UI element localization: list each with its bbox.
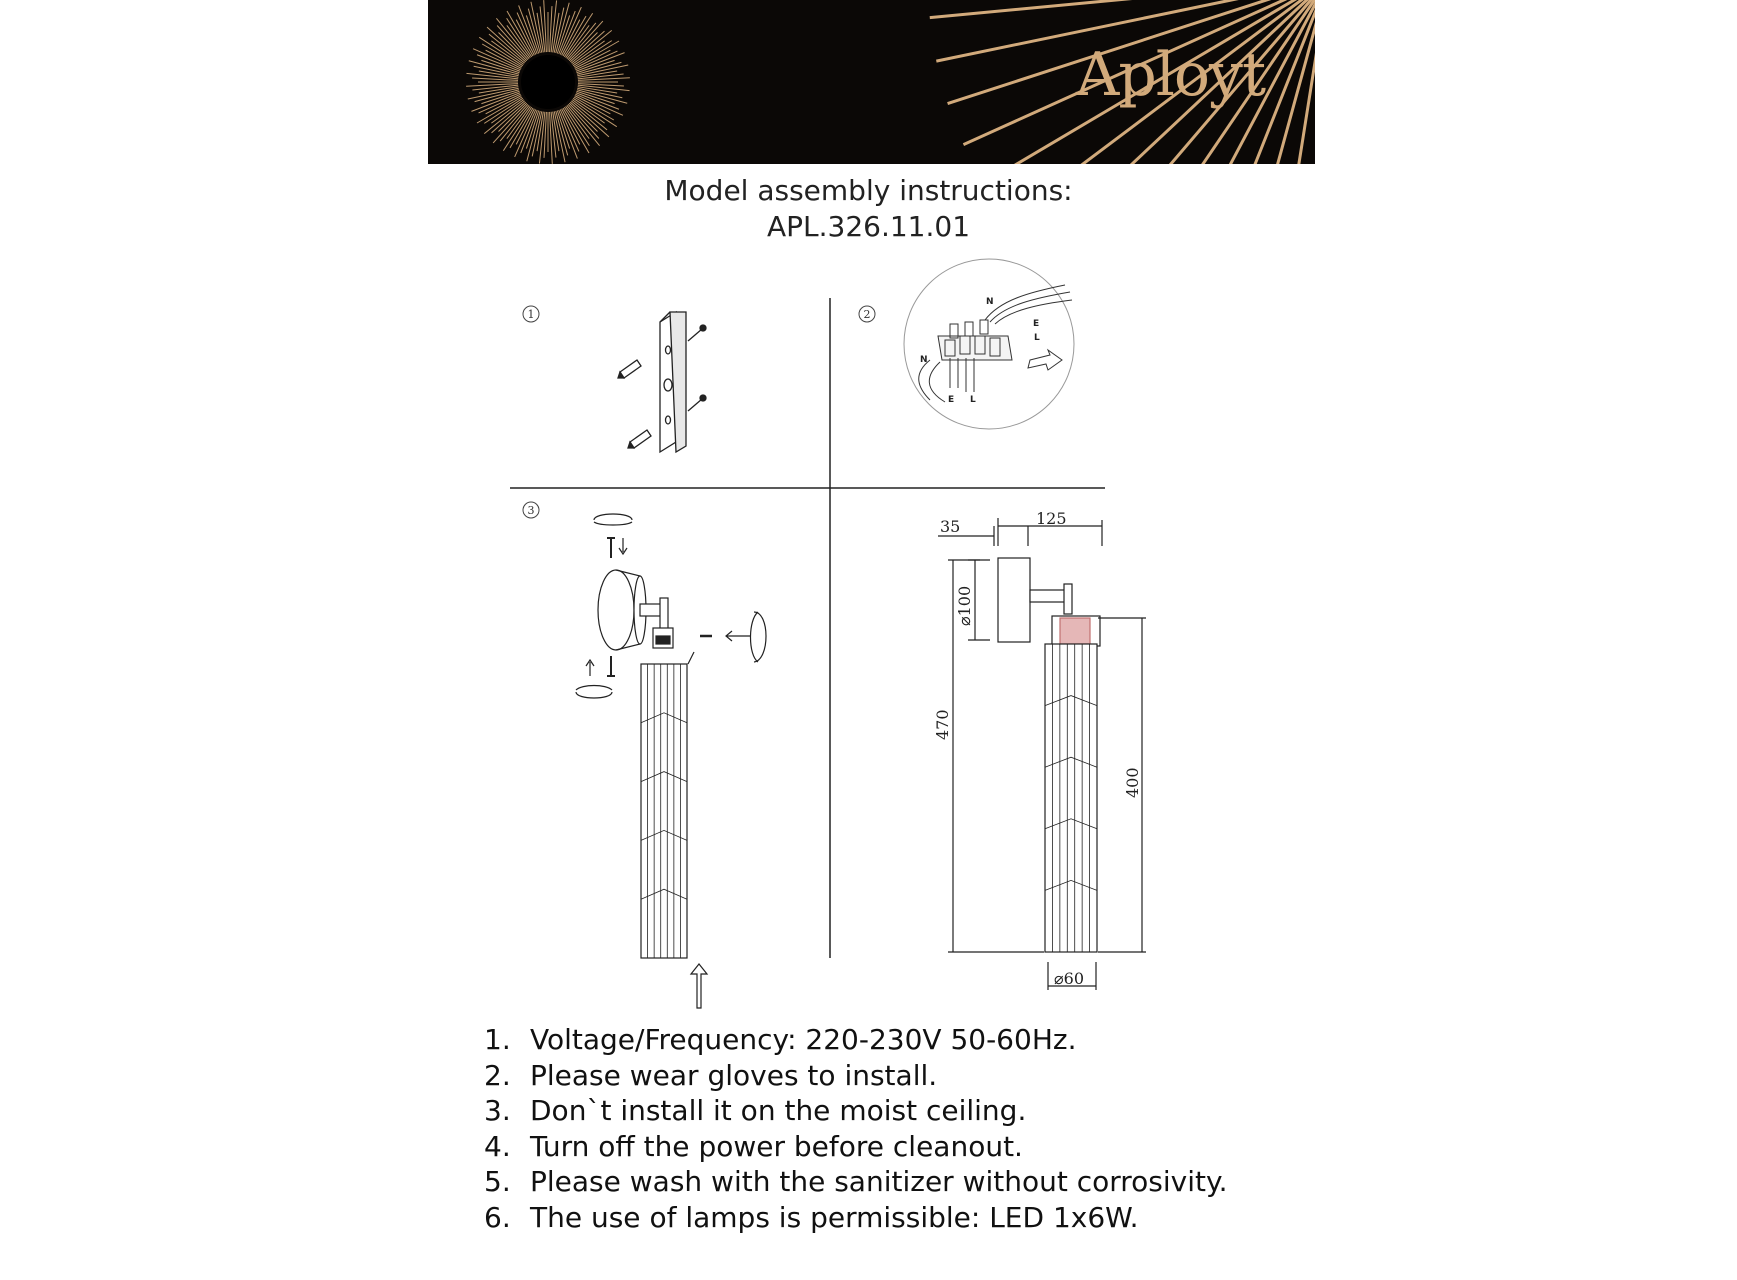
step-2-marker (859, 306, 875, 322)
step-1-marker (523, 306, 539, 322)
screw-icon (688, 395, 706, 411)
dim-shade-height: 400 (1123, 767, 1142, 798)
svg-text:1: 1 (527, 308, 535, 321)
note-item: 3. Don`t install it on the moist ceiling. (484, 1094, 1027, 1127)
dim-shade-diameter: ⌀60 (1054, 969, 1084, 988)
down-arrow-icon (619, 538, 627, 554)
svg-text:N: N (986, 297, 994, 307)
mounting-bracket-illustration (618, 312, 706, 452)
wall-anchor-icon (618, 360, 641, 378)
dim-projection: 125 (1036, 509, 1067, 528)
up-arrow-icon (586, 660, 594, 676)
note-item: 1. Voltage/Frequency: 220-230V 50-60Hz. (484, 1023, 1077, 1056)
dim-total-height: 470 (933, 709, 952, 740)
wiring-detail-illustration (904, 259, 1074, 429)
note-item: 4. Turn off the power before cleanout. (484, 1129, 1023, 1163)
note-item: 6. The use of lamps is permissible: LED 1x6W. (484, 1200, 1139, 1234)
svg-text:L: L (970, 395, 976, 405)
dim-offset: 35 (940, 517, 961, 536)
screw-icon (688, 325, 706, 341)
connector-highlight (1060, 618, 1090, 644)
svg-text:3: 3 (527, 504, 535, 517)
rotate-arrow-icon (594, 514, 632, 520)
step-3-marker (523, 502, 539, 518)
up-arrow-icon (691, 964, 707, 1008)
svg-text:L: L (1034, 333, 1040, 343)
model-number: APL.326.11.01 (766, 210, 971, 243)
rotate-arrow-icon (754, 612, 766, 662)
svg-text:2: 2 (863, 308, 871, 321)
wall-anchor-icon (628, 430, 651, 448)
brand-logo: Aployt (1076, 40, 1266, 110)
svg-text:N: N (920, 355, 928, 365)
dim-base-diameter: ⌀100 (955, 585, 974, 626)
note-item: 5. Please wash with the sanitizer without corrosivity. (484, 1165, 1228, 1198)
page-title: Model assembly instructions: (664, 174, 1073, 207)
svg-text:E: E (948, 395, 955, 405)
left-arrow-icon (726, 631, 750, 641)
note-item: 2. Please wear gloves to install. (484, 1058, 938, 1092)
rotate-arrow-icon (576, 692, 612, 698)
exploded-assembly-illustration (576, 514, 766, 1008)
svg-text:E: E (1033, 319, 1040, 329)
dimension-labels (933, 509, 1142, 988)
notes-list (484, 1022, 1227, 1235)
